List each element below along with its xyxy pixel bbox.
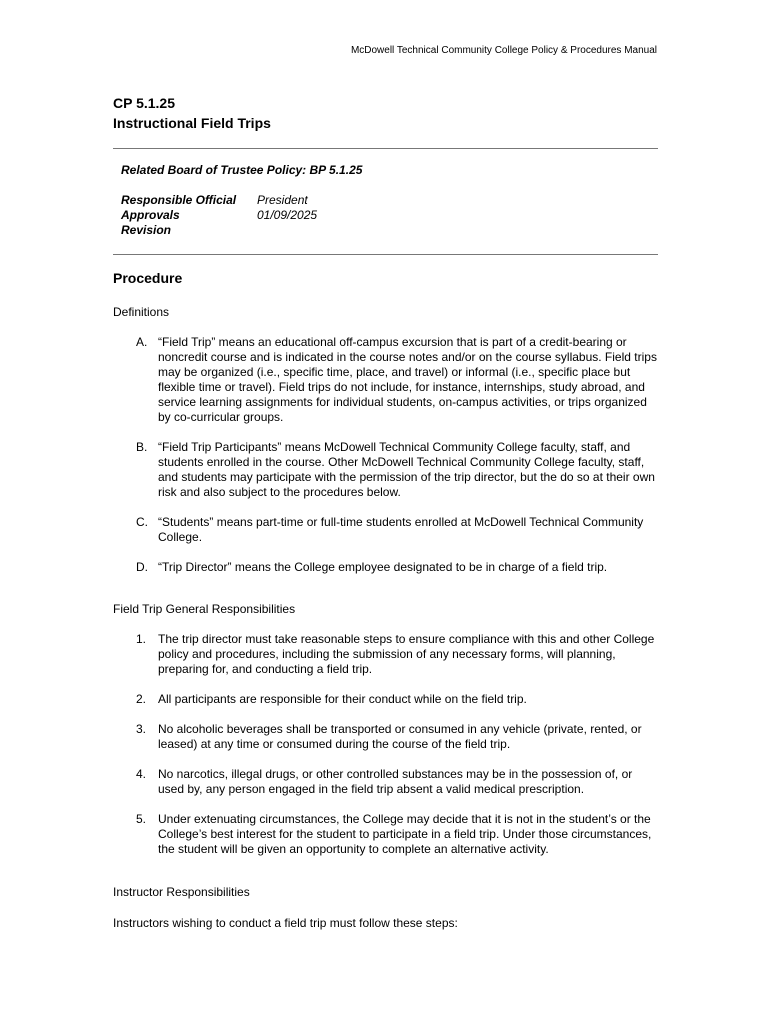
list-item-text: “Field Trip Participants” means McDowell Technical Community College faculty, staff, and students enrolled in the course. Other McDowell Technical Community College faculty, staff, and students may participate with the permission of the trip director, but the do so at their own risk and also subject to the procedures below.	[158, 440, 655, 499]
list-item-text: All participants are responsible for their conduct while on the field trip.	[158, 692, 527, 706]
list-item	[113, 692, 661, 707]
meta-values	[257, 193, 397, 223]
list-item-text: “Students” means part-time or full-time students enrolled at McDowell Technical Community College.	[158, 515, 644, 544]
list-marker: 2.	[136, 692, 147, 706]
running-header: McDowell Technical Community College Policy & Procedures Manual	[350, 45, 657, 56]
list-item	[113, 812, 661, 857]
meta-label-responsible-official: Responsible Official	[121, 193, 237, 207]
list-item-text: The trip director must take reasonable steps to ensure compliance with this and other College policy and procedures, including the submission of any necessary forms, will planning, preparing for, and conducting a field trip.	[158, 632, 655, 676]
divider-top	[113, 148, 658, 149]
definitions-heading: Definitions	[113, 305, 170, 319]
list-marker: 3.	[136, 722, 147, 736]
list-marker: A.	[136, 335, 148, 349]
instructor-responsibilities-heading: Instructor Responsibilities	[113, 885, 250, 899]
related-board-policy: Related Board of Trustee Policy: BP 5.1.25	[121, 163, 363, 177]
meta-label-revision: Revision	[121, 223, 172, 237]
procedure-heading: Procedure	[113, 270, 183, 286]
policy-code: CP 5.1.25	[113, 95, 176, 111]
list-item	[113, 722, 661, 752]
list-item	[113, 560, 661, 575]
meta-value-approvals: 01/09/2025	[257, 208, 318, 222]
meta-label-approvals: Approvals	[121, 208, 180, 222]
list-marker: C.	[136, 515, 148, 529]
definitions-list	[113, 335, 661, 590]
list-item-text: No narcotics, illegal drugs, or other controlled substances may be in the possession of, or used by, any person engaged in the field trip absent a valid medical prescription.	[158, 767, 633, 796]
list-item	[113, 767, 661, 797]
list-item	[113, 335, 661, 425]
list-marker: D.	[136, 560, 148, 574]
general-responsibilities-list	[113, 632, 661, 872]
list-marker: 1.	[136, 632, 147, 646]
list-item-text: “Trip Director” means the College employee designated to be in charge of a field trip.	[158, 560, 608, 574]
meta-labels	[121, 193, 261, 238]
list-item-text: Under extenuating circumstances, the College may decide that it is not in the student’s or the College’s best interest for the student to participate in a field trip. Under those circumstances, the student will be given an opportunity to complete an alternative activity.	[158, 812, 652, 856]
list-marker: B.	[136, 440, 148, 454]
list-item	[113, 440, 661, 500]
instructor-intro: Instructors wishing to conduct a field trip must follow these steps:	[113, 916, 458, 930]
list-item	[113, 515, 661, 545]
list-item	[113, 632, 661, 677]
page-title: Instructional Field Trips	[113, 115, 271, 131]
list-item-text: No alcoholic beverages shall be transported or consumed in any vehicle (private, rented, or leased) at any time or consumed during the course of the field trip.	[158, 722, 642, 751]
list-marker: 4.	[136, 767, 147, 781]
divider-bottom	[113, 254, 658, 255]
list-item-text: “Field Trip” means an educational off-campus excursion that is part of a credit-bearing or noncredit course and is indicated in the course notes and/or on the course syllabus. Field trips may be organized (i.e., specific time, place, and travel) or informal (i.e., specific place but flexible time or travel). Field trips do not include, for instance, internships, study abroad, and service learning assignments for individual students, on-campus activities, or trips organized by co-curricular groups.	[158, 335, 657, 424]
title-block	[113, 93, 271, 133]
list-marker: 5.	[136, 812, 147, 826]
meta-value-responsible-official: President	[257, 193, 308, 207]
general-responsibilities-heading: Field Trip General Responsibilities	[113, 602, 296, 616]
